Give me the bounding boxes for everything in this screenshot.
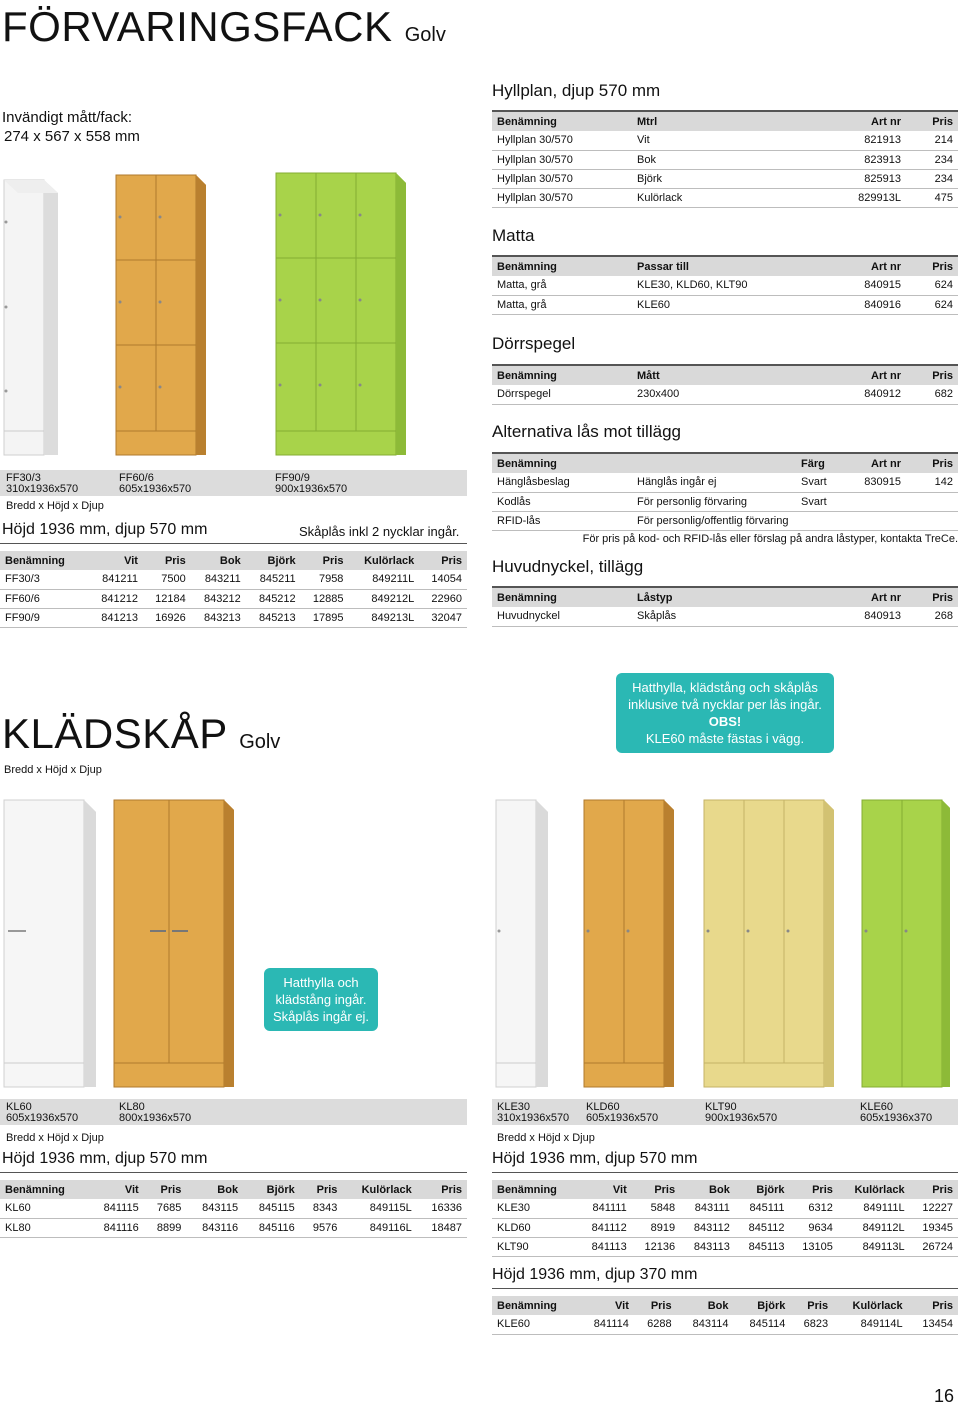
table-row: Matta, grå KLE30, KLD60, KLT90 840915 624 <box>492 276 958 295</box>
wardrobe-right-heading: Höjd 1936 mm, djup 570 mm <box>492 1150 698 1167</box>
model-ff60: FF60/6 605x1936x570 <box>119 472 192 495</box>
table-row: Matta, grå KLE60 840916 624 <box>492 295 958 314</box>
wardrobe-callout: Hatthylla, klädstång och skåplås inklusive två nycklar per lås ingår. OBS! KLE60 måste fästas i vägg. <box>616 673 834 753</box>
wardrobe-left-table: Benämning Vit Pris Bok Björk Pris Kulörlack Pris KL60 841115 7685 843115 845115 8343 849115L 16336 KL80 841116 8899 843116 845116 9576 849116L 18487 <box>0 1180 467 1238</box>
table-row: KLE60 841114 6288 843114 845114 6823 849114L 13454 <box>492 1315 958 1334</box>
wardrobe-right-models-strip: KLE30 310x1936x570 KLD60 605x1936x570 KLT90 900x1936x570 KLE60 605x1936x370 <box>492 1099 958 1125</box>
wardrobe-left-heading: Höjd 1936 mm, djup 570 mm <box>2 1150 208 1167</box>
table-row: FF30/3 841211 7500 843211 845211 7958 849211L 14054 <box>0 570 467 589</box>
kl60-white-wardrobe <box>4 800 96 1087</box>
table-row: KLD60 841112 8919 843112 845112 9634 849112L 19345 <box>492 1218 958 1237</box>
title-suffix: Golv <box>404 24 446 46</box>
klt90-birch-wardrobe <box>704 800 834 1087</box>
kle30-white-wardrobe <box>496 800 548 1087</box>
wardrobe-dims-caption: Bredd x Höjd x Djup <box>4 764 102 776</box>
wardrobe-illustrations-left <box>0 795 470 1095</box>
inner-dimensions <box>2 108 140 146</box>
kl80-beech-wardrobe <box>114 800 234 1087</box>
storage-heading: Höjd 1936 mm, djup 570 mm <box>2 521 208 538</box>
model-ff90: FF90/9 900x1936x570 <box>275 472 348 495</box>
ff90-green-locker <box>276 173 406 455</box>
inner-label: Invändigt mått/fack: <box>2 109 133 126</box>
table-row: Hyllplan 30/570 Vit 821913 214 <box>492 131 958 150</box>
table-row: KL80 841116 8899 843116 845116 9576 849116L 18487 <box>0 1218 467 1237</box>
table-row: FF60/6 841212 12184 843212 845212 12885 849212L 22960 <box>0 589 467 608</box>
shelf-table: Benämning Mtrl Art nr Pris Hyllplan 30/570 Vit 821913 214 Hyllplan 30/570 Bok 823913 234 Hyllplan 30/570 Björk 825913 234 Hyllplan 30/570 Kulörlack 829913L 475 <box>492 110 958 208</box>
page-number: 16 <box>934 1386 955 1405</box>
wardrobe-left-caption: Bredd x Höjd x Djup <box>6 1132 104 1144</box>
table-row: Kodlås För personlig förvaring Svart <box>492 492 958 511</box>
table-row: Hyllplan 30/570 Kulörlack 829913L 475 <box>492 188 958 207</box>
table-row: Huvudnyckel Skåplås 840913 268 <box>492 607 958 626</box>
model-ff30: FF30/3 310x1936x570 <box>6 472 79 495</box>
kle60-green-wardrobe <box>862 800 950 1087</box>
wardrobe-right-table: Benämning Vit Pris Bok Björk Pris Kulörlack Pris KLE30 841111 5848 843111 845111 6312 849111L 12227 KLD60 841112 8919 843112 845112 9634 849112L 19345 KLT90 841113 12136 843113 845113 13105 849113L 26724 <box>492 1180 958 1257</box>
title-text: FÖRVARINGSFACK <box>2 3 393 50</box>
wardrobe-right-caption: Bredd x Höjd x Djup <box>497 1132 595 1144</box>
wardrobe-title: KLÄDSKÅP Golv <box>2 710 281 757</box>
table-row: KLE30 841111 5848 843111 845111 6312 849111L 12227 <box>492 1199 958 1218</box>
locks-title: Alternativa lås mot tillägg <box>492 422 681 441</box>
table-header-row: Benämning Vit Pris Bok Björk Pris Kulörlack Pris <box>0 551 467 570</box>
locks-table: Benämning Färg Art nr Pris Hänglåsbeslag Hänglås ingår ej Svart 830915 142 Kodlås För personlig förvaring Svart RFID-lås För personlig/offentlig förvaring För pris på kod- och RFID-lås eller förslag på andra låstyper, kontakta TreCe. <box>492 452 958 545</box>
storage-models-strip <box>0 470 467 496</box>
storage-price-table <box>0 551 467 628</box>
locker-illustrations <box>0 165 470 465</box>
table-row: KLT90 841113 12136 843113 845113 13105 849113L 26724 <box>492 1237 958 1256</box>
wardrobe-left-callout: Hatthylla och klädstång ingår. Skåplås ingår ej. <box>264 968 378 1031</box>
wardrobe-right-heading2: Höjd 1936 mm, djup 370 mm <box>492 1266 698 1283</box>
mirror-title: Dörrspegel <box>492 334 576 353</box>
mirror-table: Benämning Mått Art nr Pris Dörrspegel 230x400 840912 682 <box>492 364 958 405</box>
kld60-beech-wardrobe <box>584 800 674 1087</box>
storage-note: Skåplås inkl 2 nycklar ingår. <box>299 524 460 539</box>
table-row: RFID-lås För personlig/offentlig förvaring <box>492 511 958 530</box>
storage-dims-caption: Bredd x Höjd x Djup <box>6 500 104 512</box>
mat-title: Matta <box>492 226 535 245</box>
table-row: KL60 841115 7685 843115 845115 8343 849115L 16336 <box>0 1199 467 1218</box>
masterkey-table: Benämning Låstyp Art nr Pris Huvudnyckel Skåplås 840913 268 <box>492 586 958 627</box>
inner-value: 274 x 567 x 558 mm <box>4 128 140 145</box>
wardrobe-illustrations-right <box>490 795 960 1095</box>
ff60-beech-locker <box>116 175 206 455</box>
locks-note: För pris på kod- och RFID-lås eller förslag på andra låstyper, kontakta TreCe. <box>582 532 958 545</box>
wardrobe-right-table2: Benämning Vit Pris Bok Björk Pris Kulörlack Pris KLE60 841114 6288 843114 845114 6823 849114L 13454 <box>492 1296 958 1335</box>
table-row: Hänglåsbeslag Hänglås ingår ej Svart 830915 142 <box>492 473 958 492</box>
shelf-title: Hyllplan, djup 570 mm <box>492 81 661 100</box>
mat-table: Benämning Passar till Art nr Pris Matta, grå KLE30, KLD60, KLT90 840915 624 Matta, grå KLE60 840916 624 <box>492 255 958 315</box>
table-row: Hyllplan 30/570 Bok 823913 234 <box>492 150 958 169</box>
table-row: Hyllplan 30/570 Björk 825913 234 <box>492 169 958 188</box>
table-row: FF90/9 841213 16926 843213 845213 17895 849213L 32047 <box>0 608 467 627</box>
table-row: Dörrspegel 230x400 840912 682 <box>492 385 958 404</box>
page-title <box>2 3 446 50</box>
masterkey-title: Huvudnyckel, tillägg <box>492 557 644 576</box>
wardrobe-left-models-strip: KL60 605x1936x570 KL80 800x1936x570 <box>0 1099 467 1125</box>
ff30-white-locker <box>4 180 58 455</box>
